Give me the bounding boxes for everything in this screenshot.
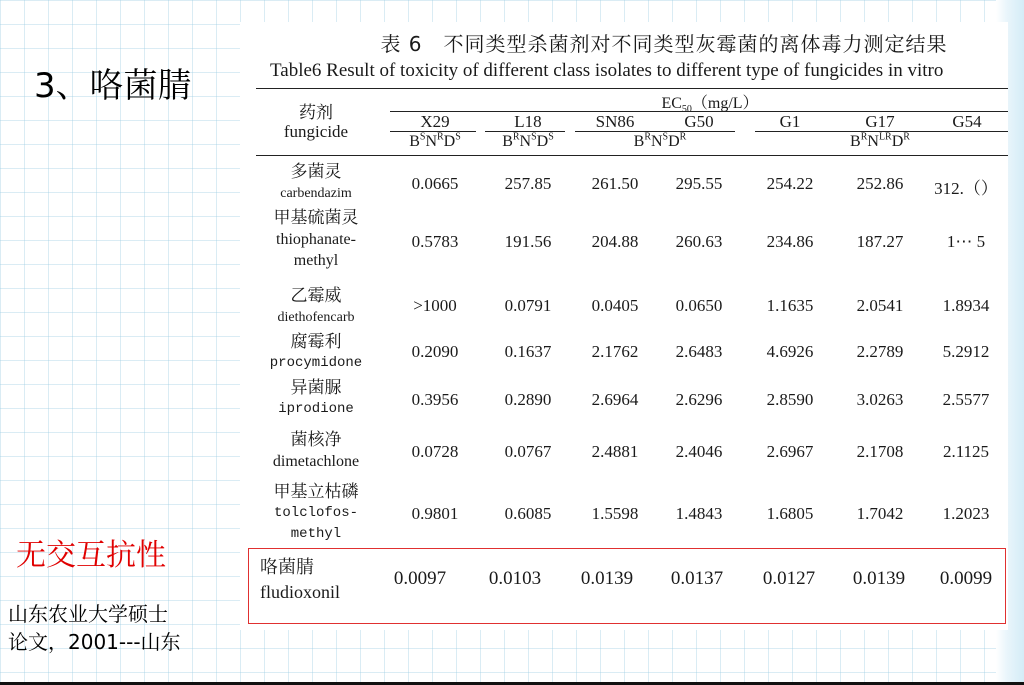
value-cell: 5.2912 xyxy=(942,342,990,361)
value-cell: 204.88 xyxy=(591,232,639,251)
header-fungicide-en: fungicide xyxy=(283,122,349,141)
value-cell: 4.6926 xyxy=(766,342,814,361)
fungicide-name xyxy=(254,482,378,545)
value-cell: 1.1635 xyxy=(766,296,814,315)
table-title-en: Table6 Result of toxicity of different class isolates to different type of fungicides in vitro xyxy=(270,60,944,81)
fungicide-cn: 菌核净 xyxy=(290,430,342,450)
value-cell: 1.6805 xyxy=(766,504,814,523)
value-cell: 0.0103 xyxy=(488,568,542,589)
value-cell: 0.6085 xyxy=(504,504,552,523)
table-title-cn: 表 6 不同类型杀菌剂对不同类型灰霉菌的离体毒力测定结果 xyxy=(380,32,948,56)
value-cell: 0.0767 xyxy=(504,442,552,461)
fungicide-name xyxy=(254,208,378,271)
value-cell: 312.（） xyxy=(934,179,998,198)
value-cell: 2.1762 xyxy=(591,342,639,361)
value-cell: 2.1125 xyxy=(942,442,990,461)
value-cell: 295.55 xyxy=(675,174,723,193)
value-cell: 187.27 xyxy=(856,232,904,251)
highlight-box xyxy=(248,548,1006,624)
value-cell: 0.0099 xyxy=(939,568,993,589)
header-isolate: G50 xyxy=(684,112,714,131)
value-cell: 1.4843 xyxy=(675,504,723,523)
value-cell: 2.2789 xyxy=(856,342,904,361)
table-top-rule xyxy=(256,88,1008,89)
value-cell: >1000 xyxy=(413,296,457,315)
value-cell: 2.5577 xyxy=(942,390,990,409)
fungicide-cn: 异菌脲 xyxy=(290,378,342,398)
value-cell: 0.0139 xyxy=(852,568,906,589)
value-cell: 1⋯ 5 xyxy=(946,232,986,251)
ec50-sub: 50 xyxy=(681,104,692,116)
value-cell: 260.63 xyxy=(675,232,723,251)
red-annotation: 无交互抗性 xyxy=(16,538,166,573)
value-cell: 261.50 xyxy=(591,174,639,193)
header-isolate: X29 xyxy=(420,112,450,131)
value-cell: 0.0728 xyxy=(411,442,459,461)
header-isolate: G17 xyxy=(865,112,895,131)
fungicide-cn: 甲基硫菌灵 xyxy=(273,208,359,228)
value-cell: 0.0139 xyxy=(580,568,634,589)
fungicide-en: carbendazim xyxy=(280,186,352,201)
value-cell: 2.6964 xyxy=(591,390,639,409)
value-cell: 0.3956 xyxy=(411,390,459,409)
citation-line: 山东农业大学硕士 xyxy=(8,602,168,626)
value-cell: 3.0263 xyxy=(856,390,904,409)
fungicide-name xyxy=(254,286,378,328)
fungicide-en: iprodione xyxy=(278,401,354,417)
header-ec50 xyxy=(640,90,780,116)
value-cell: 0.9801 xyxy=(411,504,459,523)
citation xyxy=(8,600,234,656)
value-cell: 191.56 xyxy=(504,232,552,251)
fungicide-cn: 咯菌腈 xyxy=(260,557,314,578)
value-cell: 254.22 xyxy=(766,174,814,193)
fungicide-name xyxy=(254,332,378,374)
value-cell: 234.86 xyxy=(766,232,814,251)
value-cell: 2.6967 xyxy=(766,442,814,461)
phenotype-l18: $B^RN^SD^S$ xyxy=(502,131,554,150)
value-cell: 1.7042 xyxy=(856,504,904,523)
value-cell: 1.5598 xyxy=(591,504,639,523)
value-cell: 0.2090 xyxy=(411,342,459,361)
ec50-unit: （mg/L） xyxy=(691,95,759,112)
fungicide-en: fludioxonil xyxy=(260,582,340,602)
fungicide-cn: 多菌灵 xyxy=(290,162,342,182)
fungicide-en: procymidone xyxy=(269,355,363,371)
value-cell: 2.0541 xyxy=(856,296,904,315)
header-isolate: G1 xyxy=(779,112,801,131)
fungicide-cn: 乙霉威 xyxy=(290,286,342,306)
value-cell: 2.4046 xyxy=(675,442,723,461)
fungicide-name xyxy=(254,162,378,204)
value-cell: 0.0097 xyxy=(393,568,447,589)
fungicide-en-line2: methyl xyxy=(290,526,342,542)
scanned-table xyxy=(240,22,1008,630)
fungicide-name xyxy=(254,430,378,472)
value-cell: 1.2023 xyxy=(942,504,990,523)
header-fungicide-cn: 药剂 xyxy=(299,103,333,123)
value-cell: 252.86 xyxy=(856,174,904,193)
phenotype-sn86-g50: $B^RN^SD^R$ xyxy=(633,131,687,150)
header-isolate: G54 xyxy=(952,112,982,131)
fungicide-name xyxy=(254,378,378,420)
rule-x29 xyxy=(390,131,476,132)
value-cell: 257.85 xyxy=(504,174,552,193)
fungicide-en-line2: methyl xyxy=(293,252,339,269)
value-cell: 2.1708 xyxy=(856,442,904,461)
rule-sn86-g50 xyxy=(575,131,735,132)
header-isolate: SN86 xyxy=(595,112,635,131)
value-cell: 2.8590 xyxy=(766,390,814,409)
value-cell: 2.6483 xyxy=(675,342,723,361)
value-cell: 0.0791 xyxy=(504,296,552,315)
slide-title: 3、咯菌腈 xyxy=(34,66,192,106)
value-cell: 0.2890 xyxy=(504,390,552,409)
phenotype-x29: $B^SN^RD^S$ xyxy=(409,131,461,150)
value-cell: 0.0665 xyxy=(411,174,459,193)
fungicide-en: diethofencarb xyxy=(277,310,355,325)
fungicide-cn: 甲基立枯磷 xyxy=(273,482,359,502)
fungicide-en: dimetachlone xyxy=(272,453,360,470)
header-isolate: L18 xyxy=(514,112,542,131)
fungicide-en: thiophanate- xyxy=(276,231,356,248)
header-bottom-rule xyxy=(256,155,1008,156)
value-cell: 2.6296 xyxy=(675,390,723,409)
fungicide-en: tolclofos- xyxy=(273,505,358,521)
phenotype-g1-g54: $B^RN^{LR}D^R$ xyxy=(850,131,910,150)
value-cell: 0.0405 xyxy=(591,296,639,315)
fungicide-cn: 腐霉利 xyxy=(290,332,342,352)
value-cell: 1.8934 xyxy=(942,296,990,315)
value-cell: 2.4881 xyxy=(591,442,639,461)
value-cell: 0.1637 xyxy=(504,342,552,361)
value-cell: 0.0127 xyxy=(762,568,816,589)
ec50-label: EC xyxy=(661,95,682,112)
value-cell: 0.0650 xyxy=(675,296,723,315)
value-cell: 0.0137 xyxy=(670,568,724,589)
citation-line: 论文，2001---山东 xyxy=(8,630,181,654)
value-cell: 0.5783 xyxy=(411,232,459,251)
